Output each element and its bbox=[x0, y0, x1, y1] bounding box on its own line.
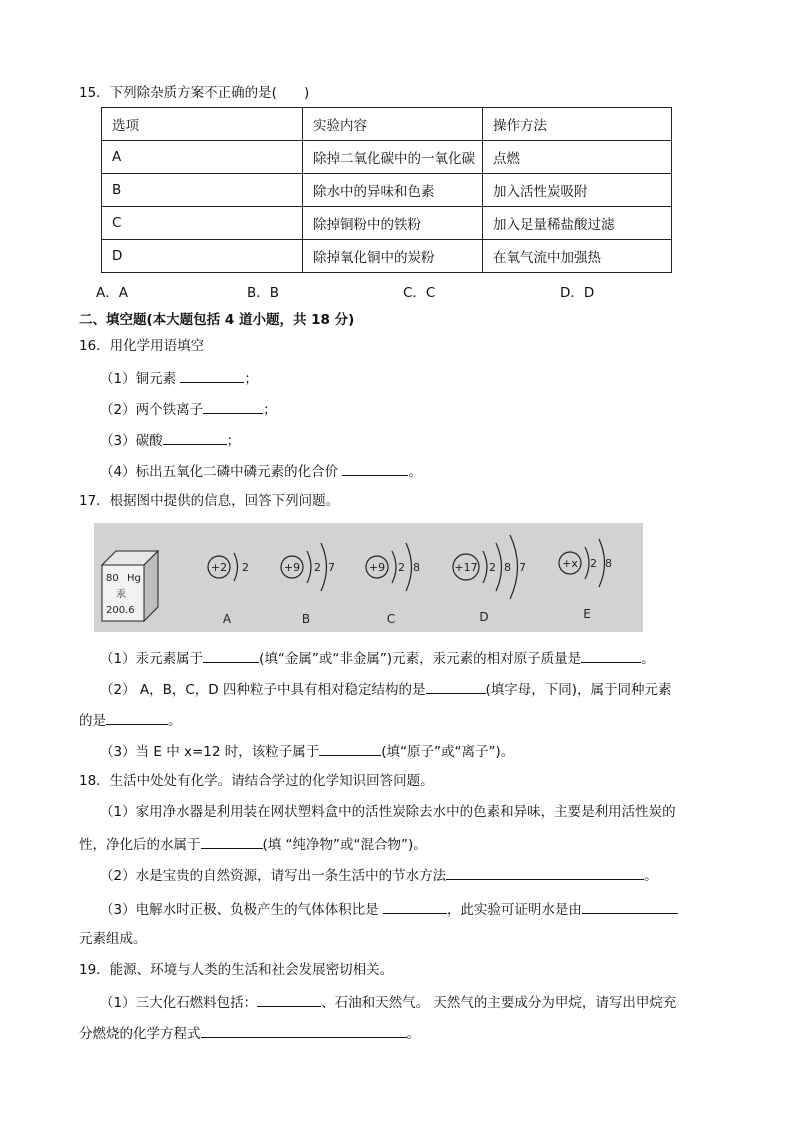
shell-electrons: 7 bbox=[519, 561, 526, 574]
answer-blank[interactable] bbox=[581, 647, 641, 663]
table-row bbox=[102, 174, 672, 207]
element-cell bbox=[102, 551, 158, 621]
q16-item-1 bbox=[100, 367, 258, 389]
choice-d[interactable]: D．D bbox=[560, 285, 595, 301]
q16-stem: 16．用化学用语填空 bbox=[79, 338, 205, 354]
answer-blank[interactable] bbox=[106, 709, 168, 725]
q17-text: （1）汞元素属于 bbox=[100, 651, 204, 667]
nucleus-charge: +2 bbox=[210, 561, 228, 574]
shell-electrons: 2 bbox=[489, 561, 496, 574]
table-cell: 加入足量稀盐酸过滤 bbox=[483, 207, 672, 240]
choice-b[interactable]: B．B bbox=[247, 285, 280, 301]
particle-label: A bbox=[222, 612, 232, 626]
atomic-structure-figure bbox=[94, 523, 643, 632]
q16-item-text: （1）铜元素 bbox=[100, 371, 181, 387]
q15-options-table bbox=[101, 107, 672, 273]
q18-sub-3-cont: 元素组成。 bbox=[79, 931, 147, 947]
q19-text: （1）三大化石燃料包括： bbox=[100, 995, 258, 1011]
q17-text: （3）当 E 中 x=12 时，该粒子属于 bbox=[100, 744, 320, 760]
table-cell: 加入活性炭吸附 bbox=[483, 174, 672, 207]
q17-text: 。 bbox=[641, 651, 655, 667]
q16-item-2 bbox=[100, 398, 277, 420]
answer-blank[interactable] bbox=[342, 460, 408, 476]
q16-item-text: （3）碳酸 bbox=[100, 433, 163, 449]
q19-text: 、石油和天然气。 天然气的主要成分为甲烷，请写出甲烷充 bbox=[321, 995, 677, 1011]
table-cell: 除掉氧化铜中的炭粉 bbox=[303, 240, 483, 273]
q18-text: 。 bbox=[644, 868, 658, 884]
q16-item-punct: ； bbox=[226, 433, 241, 449]
particle-label: E bbox=[583, 607, 591, 621]
nucleus-charge: +9 bbox=[283, 561, 301, 574]
q18-stem: 18．生活中处处有化学。请结合学过的化学知识回答问题。 bbox=[79, 773, 434, 789]
nucleus-charge: +9 bbox=[368, 561, 386, 574]
q16-item-3 bbox=[100, 429, 240, 451]
q18-sub-1: （1）家用净水器是利用装在网状塑料盒中的活性炭除去水中的色素和异味，主要是利用活性炭的 bbox=[100, 804, 676, 820]
shell-electrons: 2 bbox=[398, 561, 405, 574]
particle-a bbox=[208, 553, 249, 626]
table-header-cell: 实验内容 bbox=[303, 108, 483, 141]
q19-text: 。 bbox=[406, 1026, 420, 1042]
answer-blank[interactable] bbox=[203, 647, 259, 663]
element-name: 汞 bbox=[116, 589, 126, 600]
q17-sub-1 bbox=[100, 647, 655, 669]
shell-electrons: 2 bbox=[590, 557, 597, 570]
table-cell: 点燃 bbox=[483, 141, 672, 174]
answer-blank[interactable] bbox=[426, 678, 486, 694]
answer-blank[interactable] bbox=[201, 833, 263, 849]
particle-label: B bbox=[301, 612, 311, 626]
q17-text: （2） A，B，C，D 四种粒子中具有相对稳定结构的是 bbox=[100, 682, 426, 698]
answer-blank[interactable] bbox=[163, 429, 227, 445]
q15-stem: 15．下列除杂质方案不正确的是( ) bbox=[79, 85, 310, 101]
q17-sub-3 bbox=[100, 740, 514, 762]
choice-c[interactable]: C．C bbox=[403, 285, 436, 301]
q18-text: (填 “纯净物”或“混合物”)。 bbox=[262, 837, 427, 853]
table-cell: C bbox=[102, 207, 303, 240]
q16-item-punct: ； bbox=[263, 402, 277, 418]
q17-text: (填“原子”或“离子”)。 bbox=[381, 744, 515, 760]
q17-stem: 17．根据图中提供的信息，回答下列问题。 bbox=[79, 493, 340, 509]
particle-label: C bbox=[386, 612, 396, 626]
q17-text: 的是 bbox=[79, 713, 106, 729]
element-mass: 200.6 bbox=[106, 605, 135, 616]
answer-blank[interactable] bbox=[180, 367, 244, 383]
choice-a[interactable]: A．A bbox=[96, 285, 128, 301]
table-cell: 除水中的异味和色素 bbox=[303, 174, 483, 207]
particle-d bbox=[453, 535, 526, 624]
particle-c bbox=[366, 543, 420, 626]
particle-label: D bbox=[479, 610, 489, 624]
q16-item-text: （4）标出五氧化二磷中磷元素的化合价 bbox=[100, 464, 343, 480]
element-symbol: Hg bbox=[127, 573, 141, 584]
nucleus-charge: +17 bbox=[454, 561, 478, 574]
answer-blank[interactable] bbox=[582, 898, 678, 914]
table-row bbox=[102, 141, 672, 174]
table-cell: A bbox=[102, 141, 303, 174]
answer-blank[interactable] bbox=[383, 898, 447, 914]
q16-item-text: （2）两个铁离子 bbox=[100, 402, 204, 418]
shell-electrons: 2 bbox=[242, 561, 249, 574]
element-number: 80 bbox=[106, 573, 119, 584]
table-cell: 在氧气流中加强热 bbox=[483, 240, 672, 273]
table-header-row bbox=[102, 108, 672, 141]
q16-item-punct: 。 bbox=[408, 464, 422, 480]
answer-blank[interactable] bbox=[257, 991, 321, 1007]
table-cell: B bbox=[102, 174, 303, 207]
q17-text: (填“金属”或“非金属”)元素，汞元素的相对原子质量是 bbox=[259, 651, 582, 667]
particle-b bbox=[281, 543, 335, 626]
shell-electrons: 8 bbox=[605, 557, 612, 570]
particle-e bbox=[559, 539, 612, 621]
q16-item-4 bbox=[100, 460, 422, 482]
q17-text: (填字母，下同)，属于同种元素 bbox=[485, 682, 672, 698]
nucleus-charge: +x bbox=[562, 557, 578, 570]
q18-sub-1-cont bbox=[79, 833, 427, 855]
q18-text: （3）电解水时正极、负极产生的气体体积比是 bbox=[100, 902, 383, 918]
answer-blank[interactable] bbox=[446, 864, 644, 880]
table-row bbox=[102, 207, 672, 240]
q18-sub-3 bbox=[100, 898, 678, 920]
q18-text: 性，净化后的水属于 bbox=[79, 837, 201, 853]
table-cell: D bbox=[102, 240, 303, 273]
q18-sub-2 bbox=[100, 864, 658, 886]
shell-electrons: 8 bbox=[413, 561, 420, 574]
q19-sub-1 bbox=[100, 991, 676, 1013]
q18-text: ，此实验可证明水是由 bbox=[446, 902, 582, 918]
q19-sub-1-cont bbox=[79, 1022, 420, 1044]
section-title: 二、填空题(本大题包括 4 道小题，共 18 分) bbox=[79, 312, 355, 328]
shell-electrons: 7 bbox=[328, 561, 335, 574]
q17-text: 。 bbox=[168, 713, 182, 729]
shell-electrons: 2 bbox=[314, 561, 321, 574]
table-cell: 除掉铜粉中的铁粉 bbox=[303, 207, 483, 240]
table-row bbox=[102, 240, 672, 273]
q19-stem: 19．能源、环境与人类的生活和社会发展密切相关。 bbox=[79, 962, 394, 978]
shell-electrons: 8 bbox=[504, 561, 511, 574]
table-header-cell: 操作方法 bbox=[483, 108, 672, 141]
q18-text: （2）水是宝贵的自然资源，请写出一条生活中的节水方法 bbox=[100, 868, 447, 884]
q16-item-punct: ； bbox=[244, 371, 258, 387]
answer-blank[interactable] bbox=[201, 1022, 407, 1038]
answer-blank[interactable] bbox=[203, 398, 263, 414]
table-cell: 除掉二氧化碳中的一氧化碳 bbox=[303, 141, 483, 174]
answer-blank[interactable] bbox=[319, 740, 381, 756]
q17-sub-2-cont bbox=[79, 709, 182, 731]
q17-sub-2 bbox=[100, 678, 672, 700]
q19-text: 分燃烧的化学方程式 bbox=[79, 1026, 201, 1042]
table-header-cell: 选项 bbox=[102, 108, 303, 141]
